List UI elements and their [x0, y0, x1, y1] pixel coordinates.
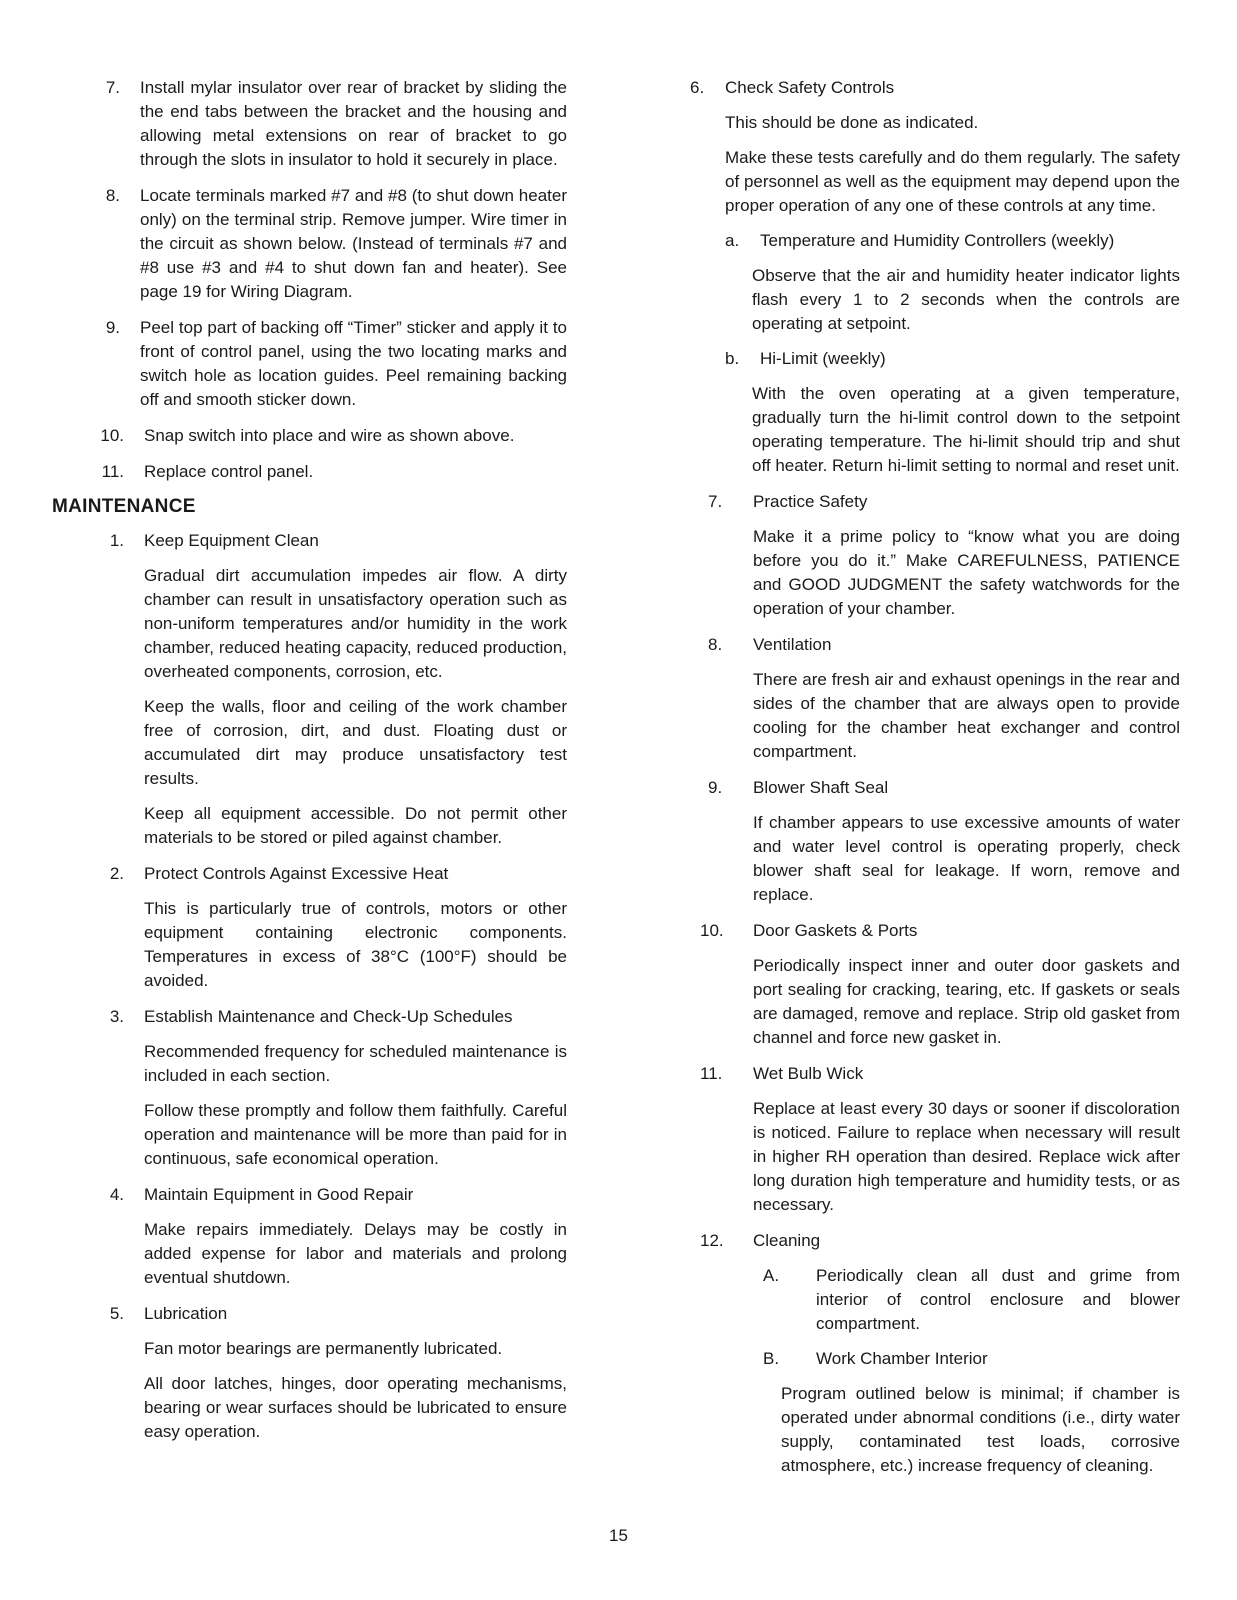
item-paragraph: Gradual dirt accumulation impedes air flow. A dirty chamber can result in unsatisfactory operation such as non-uniform temperatures and/or humidity in the work chamber, reduced heating capacity, reduced production, overheated components, corrosion, etc. — [144, 566, 567, 681]
item-number: 1. — [109, 531, 124, 550]
subitem-heading: Temperature and Humidity Controllers (weekly) — [760, 231, 1115, 250]
step-text: Locate terminals marked #7 and #8 (to shut down heater only) on the terminal strip. Remove jumper. Wire timer in the circuit as shown below. (Instead of terminals #7 and #8 use #3 and #4 to shut down fan and heater). See page 19 for Wiring Diagram. — [140, 186, 567, 301]
subitem-letter: A. — [763, 1266, 780, 1285]
maintenance-item-4 — [52, 1183, 567, 1290]
step-text: Install mylar insulator over rear of bracket by sliding the the end tabs between the bracket and the housing and allowing metal extensions on rear of bracket to go through the slots in insulator to hold it securely in place. — [140, 78, 567, 169]
item-number: 4. — [109, 1185, 124, 1204]
step-text: Snap switch into place and wire as shown above. — [144, 426, 515, 445]
item-paragraph: Keep the walls, floor and ceiling of the work chamber free of corrosion, dirt, and dust. Floating dust or accumulated dirt may produce unsatisfactory test results. — [144, 697, 567, 788]
step-number: 7. — [105, 78, 120, 97]
item-heading: Blower Shaft Seal — [753, 778, 889, 797]
maintenance-item-6 — [690, 76, 1180, 478]
maintenance-item-10 — [690, 919, 1180, 1050]
item-paragraph: Make it a prime policy to “know what you are doing before you do it.” Make CAREFULNESS, PATIENCE and GOOD JUDGMENT the safety watchwords for the operation of your chamber. — [753, 527, 1180, 618]
item-heading: Door Gaskets & Ports — [753, 921, 918, 940]
subitem-heading: Work Chamber Interior — [816, 1349, 988, 1368]
install-step-9 — [52, 316, 567, 412]
left-column — [52, 76, 567, 1456]
item-paragraph: If chamber appears to use excessive amounts of water and water level control is operating properly, check blower shaft seal for leakage. If worn, remove and replace. — [753, 813, 1180, 904]
step-text: Replace control panel. — [144, 462, 314, 481]
item-paragraph: Fan motor bearings are permanently lubricated. — [144, 1339, 503, 1358]
item-heading: Cleaning — [753, 1231, 821, 1250]
section-title: MAINTENANCE — [52, 496, 196, 517]
item-paragraph: Periodically inspect inner and outer door gaskets and port sealing for cracking, tearing, etc. If gaskets or seals are damaged, remove and replace. Strip old gasket from channel and force new gasket in. — [753, 956, 1180, 1047]
item-heading: Practice Safety — [753, 492, 868, 511]
install-step-10 — [52, 424, 567, 448]
maintenance-item-5 — [52, 1302, 567, 1444]
page-number: 15 — [609, 1526, 628, 1545]
subitem-A — [753, 1264, 1180, 1336]
item-heading: Protect Controls Against Excessive Heat — [144, 864, 449, 883]
subitem-letter: B. — [763, 1349, 780, 1368]
step-text: Peel top part of backing off “Timer” sticker and apply it to front of control panel, using the two locating marks and switch hole as location guides. Peel remaining backing off and smooth sticker down. — [140, 318, 567, 409]
install-step-8 — [52, 184, 567, 304]
item-number: 6. — [690, 78, 705, 97]
item-heading: Wet Bulb Wick — [753, 1064, 864, 1083]
maintenance-item-2 — [52, 862, 567, 993]
item-number: 9. — [708, 778, 723, 797]
item-number: 2. — [109, 864, 124, 883]
item-paragraph: All door latches, hinges, door operating mechanisms, bearing or wear surfaces should be lubricated to ensure easy operation. — [144, 1374, 567, 1441]
item-heading: Establish Maintenance and Check-Up Schedules — [144, 1007, 513, 1026]
subitem-paragraph: With the oven operating at a given temperature, gradually turn the hi-limit control down to the setpoint operating temperature. The hi-limit should trip and shut off heater. Return hi-limit setting to normal and reset unit. — [752, 384, 1180, 475]
maintenance-item-12 — [690, 1229, 1180, 1478]
subitem-B — [753, 1347, 1180, 1478]
right-column — [690, 76, 1180, 1490]
item-paragraph: Keep all equipment accessible. Do not permit other materials to be stored or piled against chamber. — [144, 804, 567, 847]
subitem-paragraph: Program outlined below is minimal; if chamber is operated under abnormal conditions (i.e., dirty water supply, contaminated test loads, corrosive atmosphere, etc.) increase frequency of cleaning. — [781, 1384, 1180, 1475]
maintenance-item-7 — [690, 490, 1180, 621]
item-paragraph: Make repairs immediately. Delays may be costly in added expense for labor and materials and prolong eventual shutdown. — [144, 1220, 567, 1287]
item-heading: Keep Equipment Clean — [144, 531, 319, 550]
item-paragraph: Replace at least every 30 days or sooner if discoloration is noticed. Failure to replace when necessary will result in higher RH operation than desired. Replace wick after long duration high temperature and humidity tests, or as necessary. — [753, 1099, 1180, 1214]
subitem-letter: a. — [725, 231, 740, 250]
install-step-7 — [52, 76, 567, 172]
install-step-11 — [52, 460, 567, 484]
subitem-b — [725, 347, 1180, 478]
step-number: 11. — [101, 462, 124, 481]
item-heading: Check Safety Controls — [725, 78, 895, 97]
item-number: 11. — [700, 1064, 723, 1083]
item-number: 3. — [109, 1007, 124, 1026]
subitem-heading: Hi-Limit (weekly) — [760, 349, 886, 368]
item-paragraph: Follow these promptly and follow them faithfully. Careful operation and maintenance will be more than paid for in continuous, safe economical operation. — [144, 1101, 567, 1168]
subitem-text: Periodically clean all dust and grime from interior of control enclosure and blower compartment. — [816, 1266, 1180, 1333]
item-paragraph: There are fresh air and exhaust openings in the rear and sides of the chamber that are always open to provide cooling for the chamber heat exchanger and control compartment. — [753, 670, 1180, 761]
item-heading: Ventilation — [753, 635, 832, 654]
item-number: 5. — [109, 1304, 124, 1323]
subitem-letter: b. — [725, 349, 740, 368]
item-heading: Maintain Equipment in Good Repair — [144, 1185, 414, 1204]
item-number: 12. — [700, 1231, 724, 1250]
item-paragraph: Make these tests carefully and do them regularly. The safety of personnel as well as the equipment may depend upon the proper operation of any one of these controls at any time. — [725, 148, 1180, 215]
item-paragraph: Recommended frequency for scheduled maintenance is included in each section. — [144, 1042, 567, 1085]
subitem-a — [725, 229, 1180, 336]
maintenance-item-1 — [52, 529, 567, 850]
step-number: 10. — [100, 426, 124, 445]
maintenance-item-8 — [690, 633, 1180, 764]
step-number: 9. — [105, 318, 120, 337]
maintenance-item-3 — [52, 1005, 567, 1171]
maintenance-item-11 — [690, 1062, 1180, 1217]
step-number: 8. — [105, 186, 120, 205]
item-paragraph: This should be done as indicated. — [725, 113, 979, 132]
item-number: 8. — [708, 635, 723, 654]
item-number: 10. — [700, 921, 724, 940]
subitem-paragraph: Observe that the air and humidity heater indicator lights flash every 1 to 2 seconds when the controls are operating at setpoint. — [752, 266, 1180, 333]
maintenance-item-9 — [690, 776, 1180, 907]
item-paragraph: This is particularly true of controls, motors or other equipment containing electronic components. Temperatures in excess of 38°C (100°F) should be avoided. — [144, 899, 567, 990]
item-number: 7. — [708, 492, 723, 511]
item-heading: Lubrication — [144, 1304, 228, 1323]
